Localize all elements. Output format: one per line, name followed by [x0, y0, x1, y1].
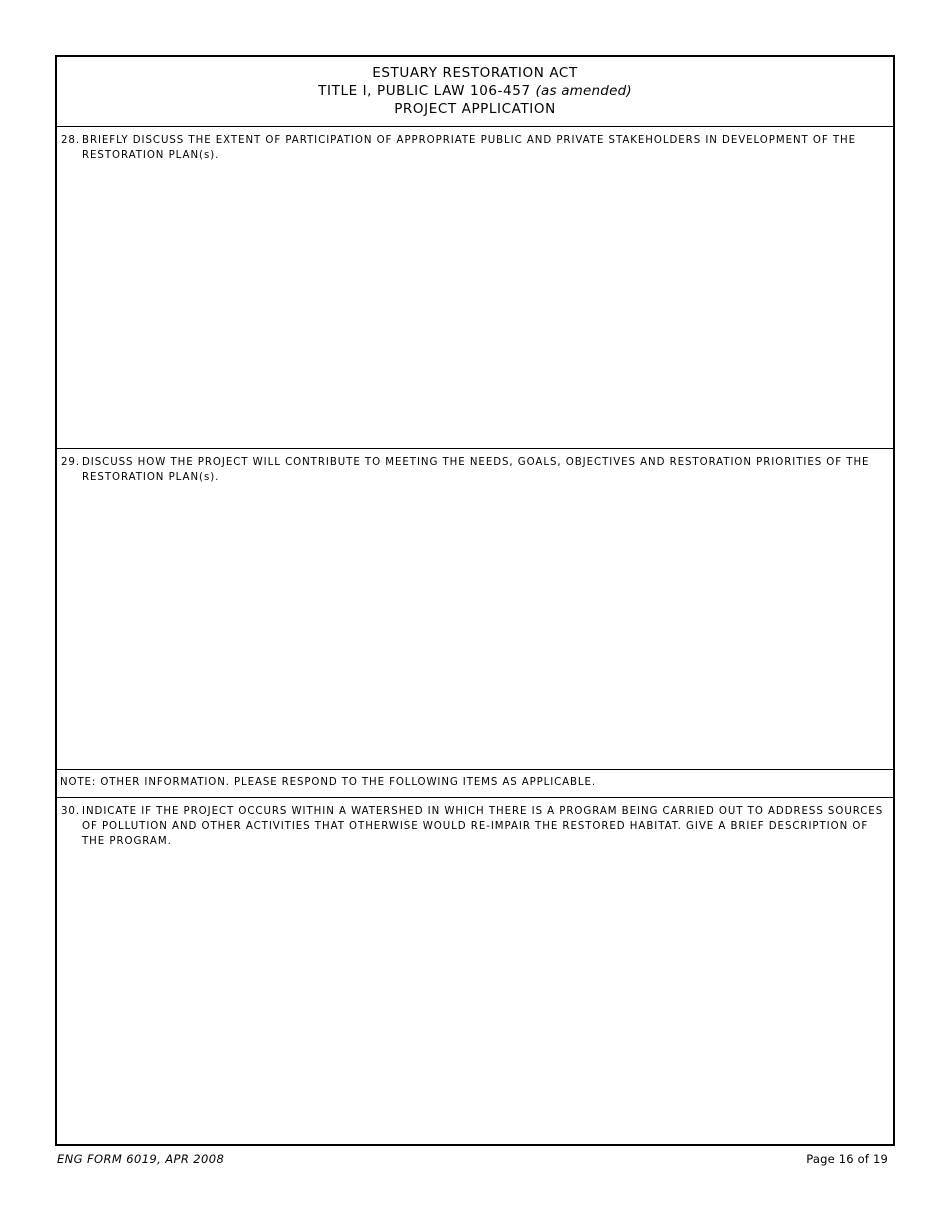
question-text: INDICATE IF THE PROJECT OCCURS WITHIN A WATERSHED IN WHICH THERE IS A PROGRAM BEING CARRIED OUT TO ADDRESS SOURCES OF POLLUTION AND OTHER ACTIVITIES THAT OTHERWISE WOULD RE-IMPAIR THE RESTORED HABITAT. GIVE A BRIEF DESCRIPTION OF THE PROGRAM.: [82, 806, 884, 847]
header-title: ESTUARY RESTORATION ACT: [372, 65, 578, 81]
header-law: TITLE I, PUBLIC LAW 106-457: [318, 83, 531, 99]
answer-30-field[interactable]: [59, 854, 891, 1142]
form-header: [57, 57, 893, 127]
question-number: 29.: [61, 457, 81, 468]
header-law-line: [57, 82, 893, 100]
header-law-amended: (as amended): [535, 83, 632, 99]
question-29: [57, 449, 893, 485]
question-28: [57, 127, 893, 163]
question-28-section: [57, 127, 893, 449]
question-number: 28.: [61, 135, 81, 146]
form-frame: [55, 55, 895, 1146]
answer-29-field[interactable]: [59, 489, 891, 767]
question-30-section: [57, 798, 893, 1144]
note-text: NOTE: OTHER INFORMATION. PLEASE RESPOND TO THE FOLLOWING ITEMS AS APPLICABLE.: [60, 777, 596, 788]
question-number: 30.: [61, 806, 81, 817]
question-29-section: [57, 449, 893, 770]
form-id: ENG FORM 6019, APR 2008: [57, 1152, 225, 1166]
answer-28-field[interactable]: [59, 167, 891, 446]
question-text: BRIEFLY DISCUSS THE EXTENT OF PARTICIPATION OF APPROPRIATE PUBLIC AND PRIVATE STAKEHOLDERS IN DEVELOPMENT OF THE RESTORATION PLAN(s).: [82, 135, 857, 161]
question-text: DISCUSS HOW THE PROJECT WILL CONTRIBUTE TO MEETING THE NEEDS, GOALS, OBJECTIVES AND RESTORATION PRIORITIES OF THE RESTORATION PLAN(s).: [82, 457, 870, 483]
header-subtitle: PROJECT APPLICATION: [394, 101, 556, 117]
question-30: [57, 798, 893, 849]
note-section: [57, 770, 893, 798]
page-number: Page 16 of 19: [806, 1152, 888, 1166]
